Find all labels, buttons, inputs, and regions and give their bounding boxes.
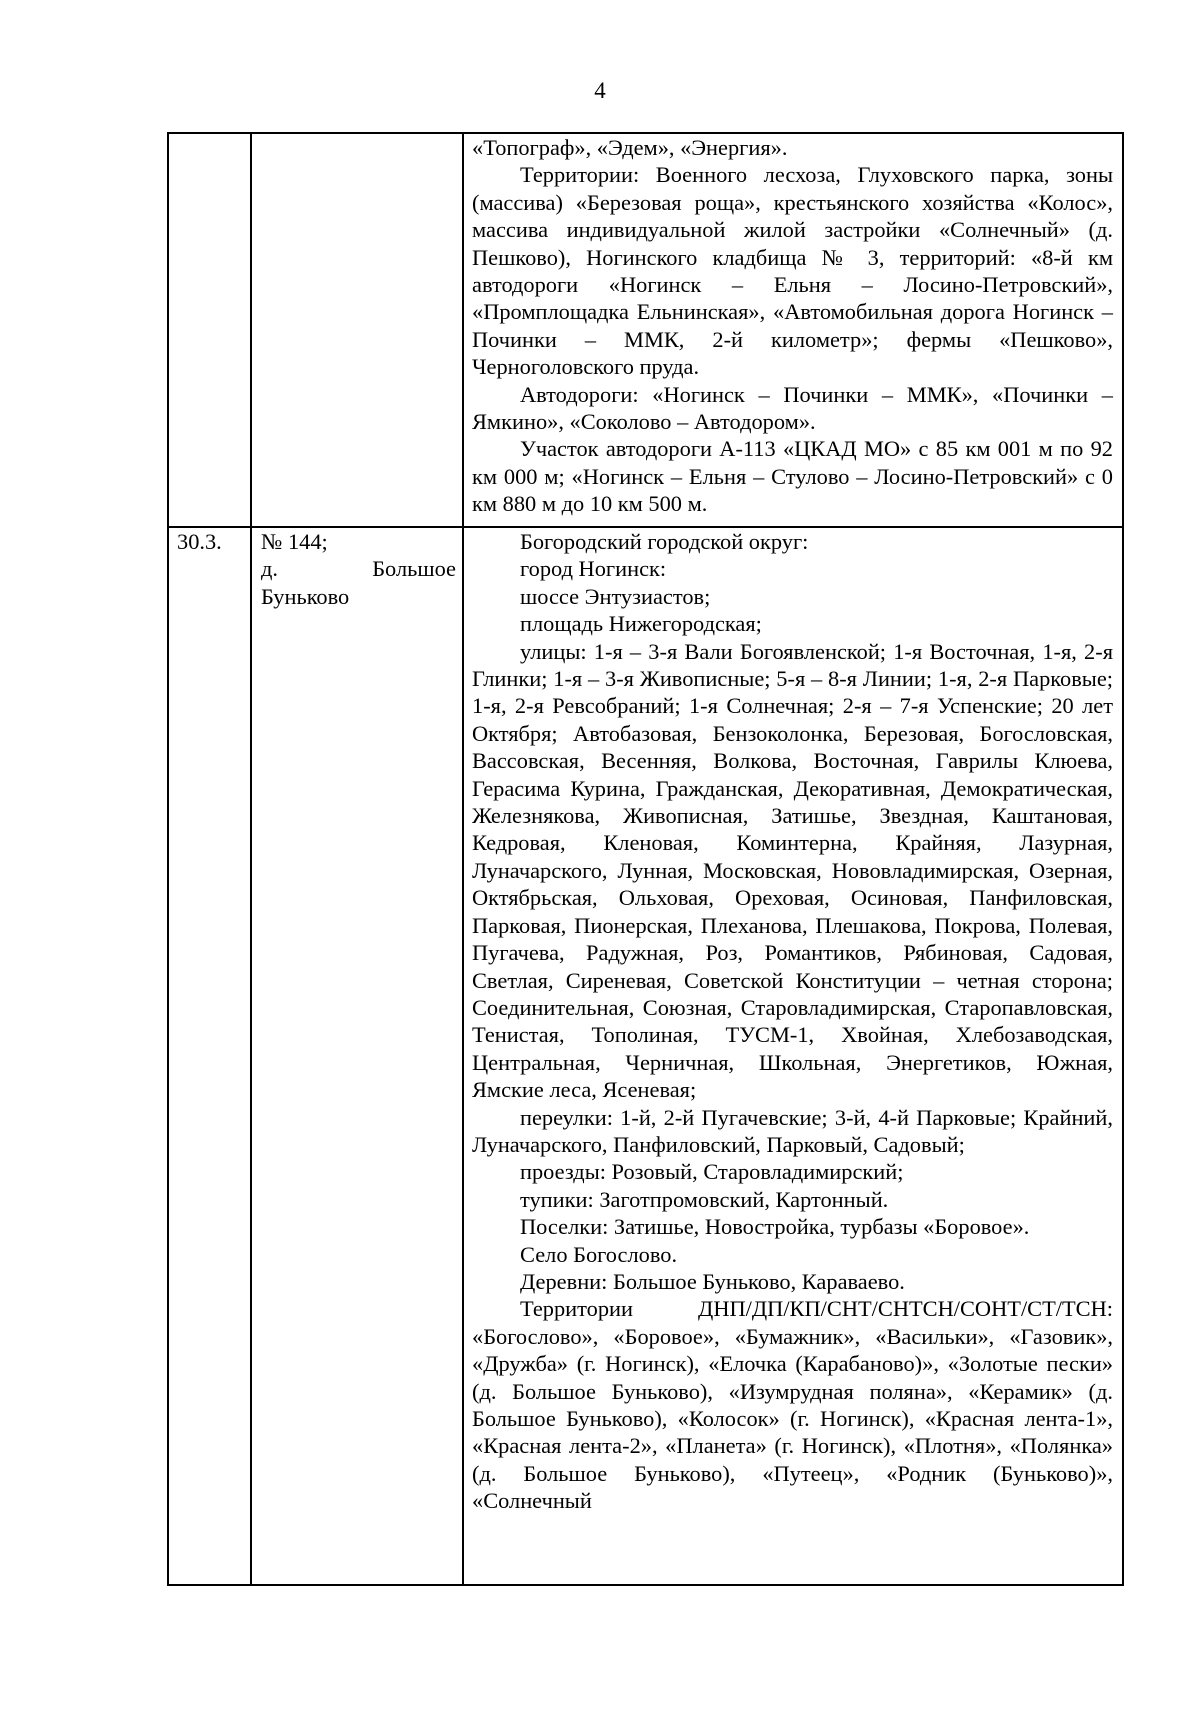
table-row <box>168 527 1123 1585</box>
row-number-cell: 30.3. <box>168 527 251 1585</box>
paragraph: площадь Нижегородская; <box>520 611 762 637</box>
district-cell <box>251 527 463 1585</box>
district-locality: д. Большое <box>261 556 456 582</box>
paragraph: Деревни: Большое Буньково, Караваево. <box>520 1268 905 1294</box>
paragraph: Богородский городской округ: <box>520 529 809 554</box>
district-locality-name: Буньково <box>261 583 350 609</box>
paragraph: Автодороги: «Ногинск – Починки – ММК», «Починки – Ямкино», «Соколово – Автодором». <box>472 381 1113 435</box>
district-number: № 144; <box>261 529 328 554</box>
page-number: 4 <box>594 78 606 103</box>
paragraph: «Топограф», «Эдем», «Энергия». <box>472 135 788 160</box>
paragraph: Территории: Военного лесхоза, Глуховского парка, зоны (массива) «Березовая роща», крестьянского хозяйства «Колос», массива индивидуальной жилой застройки «Солнечный» (д. Пешково), Ногинского кладбища № 3, территорий: «8-й км автодороги «Ногинск – Ельня – Лосино-Петровский», «Промплощадка Ельнинская», «Автомобильная дорога Ногинск – Починки – ММК, 2-й километр»; фермы «Пешково», Черноголовского пруда. <box>472 162 1113 380</box>
districts-table <box>167 132 1124 1586</box>
paragraph: Поселки: Затишье, Новостройка, турбазы «Боровое». <box>520 1214 1030 1240</box>
paragraph: Село Богослово. <box>520 1241 678 1267</box>
paragraph: город Ногинск: <box>520 556 667 582</box>
paragraph: проезды: Розовый, Старовладимирский; <box>520 1159 904 1185</box>
paragraph: переулки: 1-й, 2-й Пугачевские; 3-й, 4-й Парковые; Крайний, Луначарского, Панфиловский, Парковый, Садовый; <box>472 1104 1113 1157</box>
paragraph: Участок автодороги А-113 «ЦКАД МО» с 85 км 001 м по 92 км 000 м; «Ногинск – Ельня – Стулово – Лосино-Петровский» с 0 км 880 м до 10 км 500 м. <box>472 436 1113 517</box>
paragraph: тупики: Заготпромовский, Картонный. <box>520 1186 889 1212</box>
paragraph: Территории ДНП/ДП/КП/СНТ/СНТСН/СОНТ/СТ/ТСН: «Богослово», «Боровое», «Бумажник», «Васильки», «Газовик», «Дружба» (г. Ногинск), «Елочка (Карабаново)», «Золотые пески» (д. Большое Буньково), «Изумрудная поляна», «Керамик» (д. Большое Буньково), «Колосок» (г. Ногинск), «Красная лента-1», «Красная лента-2», «Планета» (г. Ногинск), «Плотня», «Полянка» (д. Большое Буньково), «Путеец», «Родник (Буньково)», «Солнечный <box>472 1296 1113 1514</box>
district-cell <box>251 133 463 527</box>
table-row <box>168 133 1123 527</box>
paragraph: шоссе Энтузиастов; <box>520 583 711 609</box>
description-cell <box>463 527 1123 1585</box>
description-cell <box>463 133 1123 527</box>
paragraph: улицы: 1-я – 3-я Вали Богоявленской; 1-я Восточная, 1-я, 2-я Глинки; 1-я – 3-я Живописные; 5-я – 8-я Линии; 1-я, 2-я Парковые; 1-я, 2-я Ревсобраний; 1-я Солнечная; 2-я – 7-я Успенские; 20 лет Октября; Автобазовая, Бензоколонка, Березовая, Богословская, Вассовская, Весенняя, Волкова, Восточная, Гаврилы Клюева, Герасима Курина, Гражданская, Декоративная, Демократическая, Железнякова, Живописная, Затишье, Звездная, Каштановая, Кедровая, Кленовая, Коминтерна, Крайняя, Лазурная, Луначарского, Лунная, Московская, Нововладимирская, Озерная, Октябрьская, Ольховая, Ореховая, Осиновая, Панфиловская, Парковая, Пионерская, Плеханова, Плешакова, Покрова, Полевая, Пугачева, Радужная, Роз, Романтиков, Рябиновая, Садовая, Светлая, Сиреневая, Советской Конституции – четная сторона; Соединительная, Союзная, Старовладимирская, Старопавловская, Тенистая, Тополиная, ТУСМ-1, Хвойная, Хлебозаводская, Центральная, Черничная, Школьная, Энергетиков, Южная, Ямские леса, Ясеневая; <box>472 638 1113 1103</box>
row-number-cell <box>168 133 251 527</box>
